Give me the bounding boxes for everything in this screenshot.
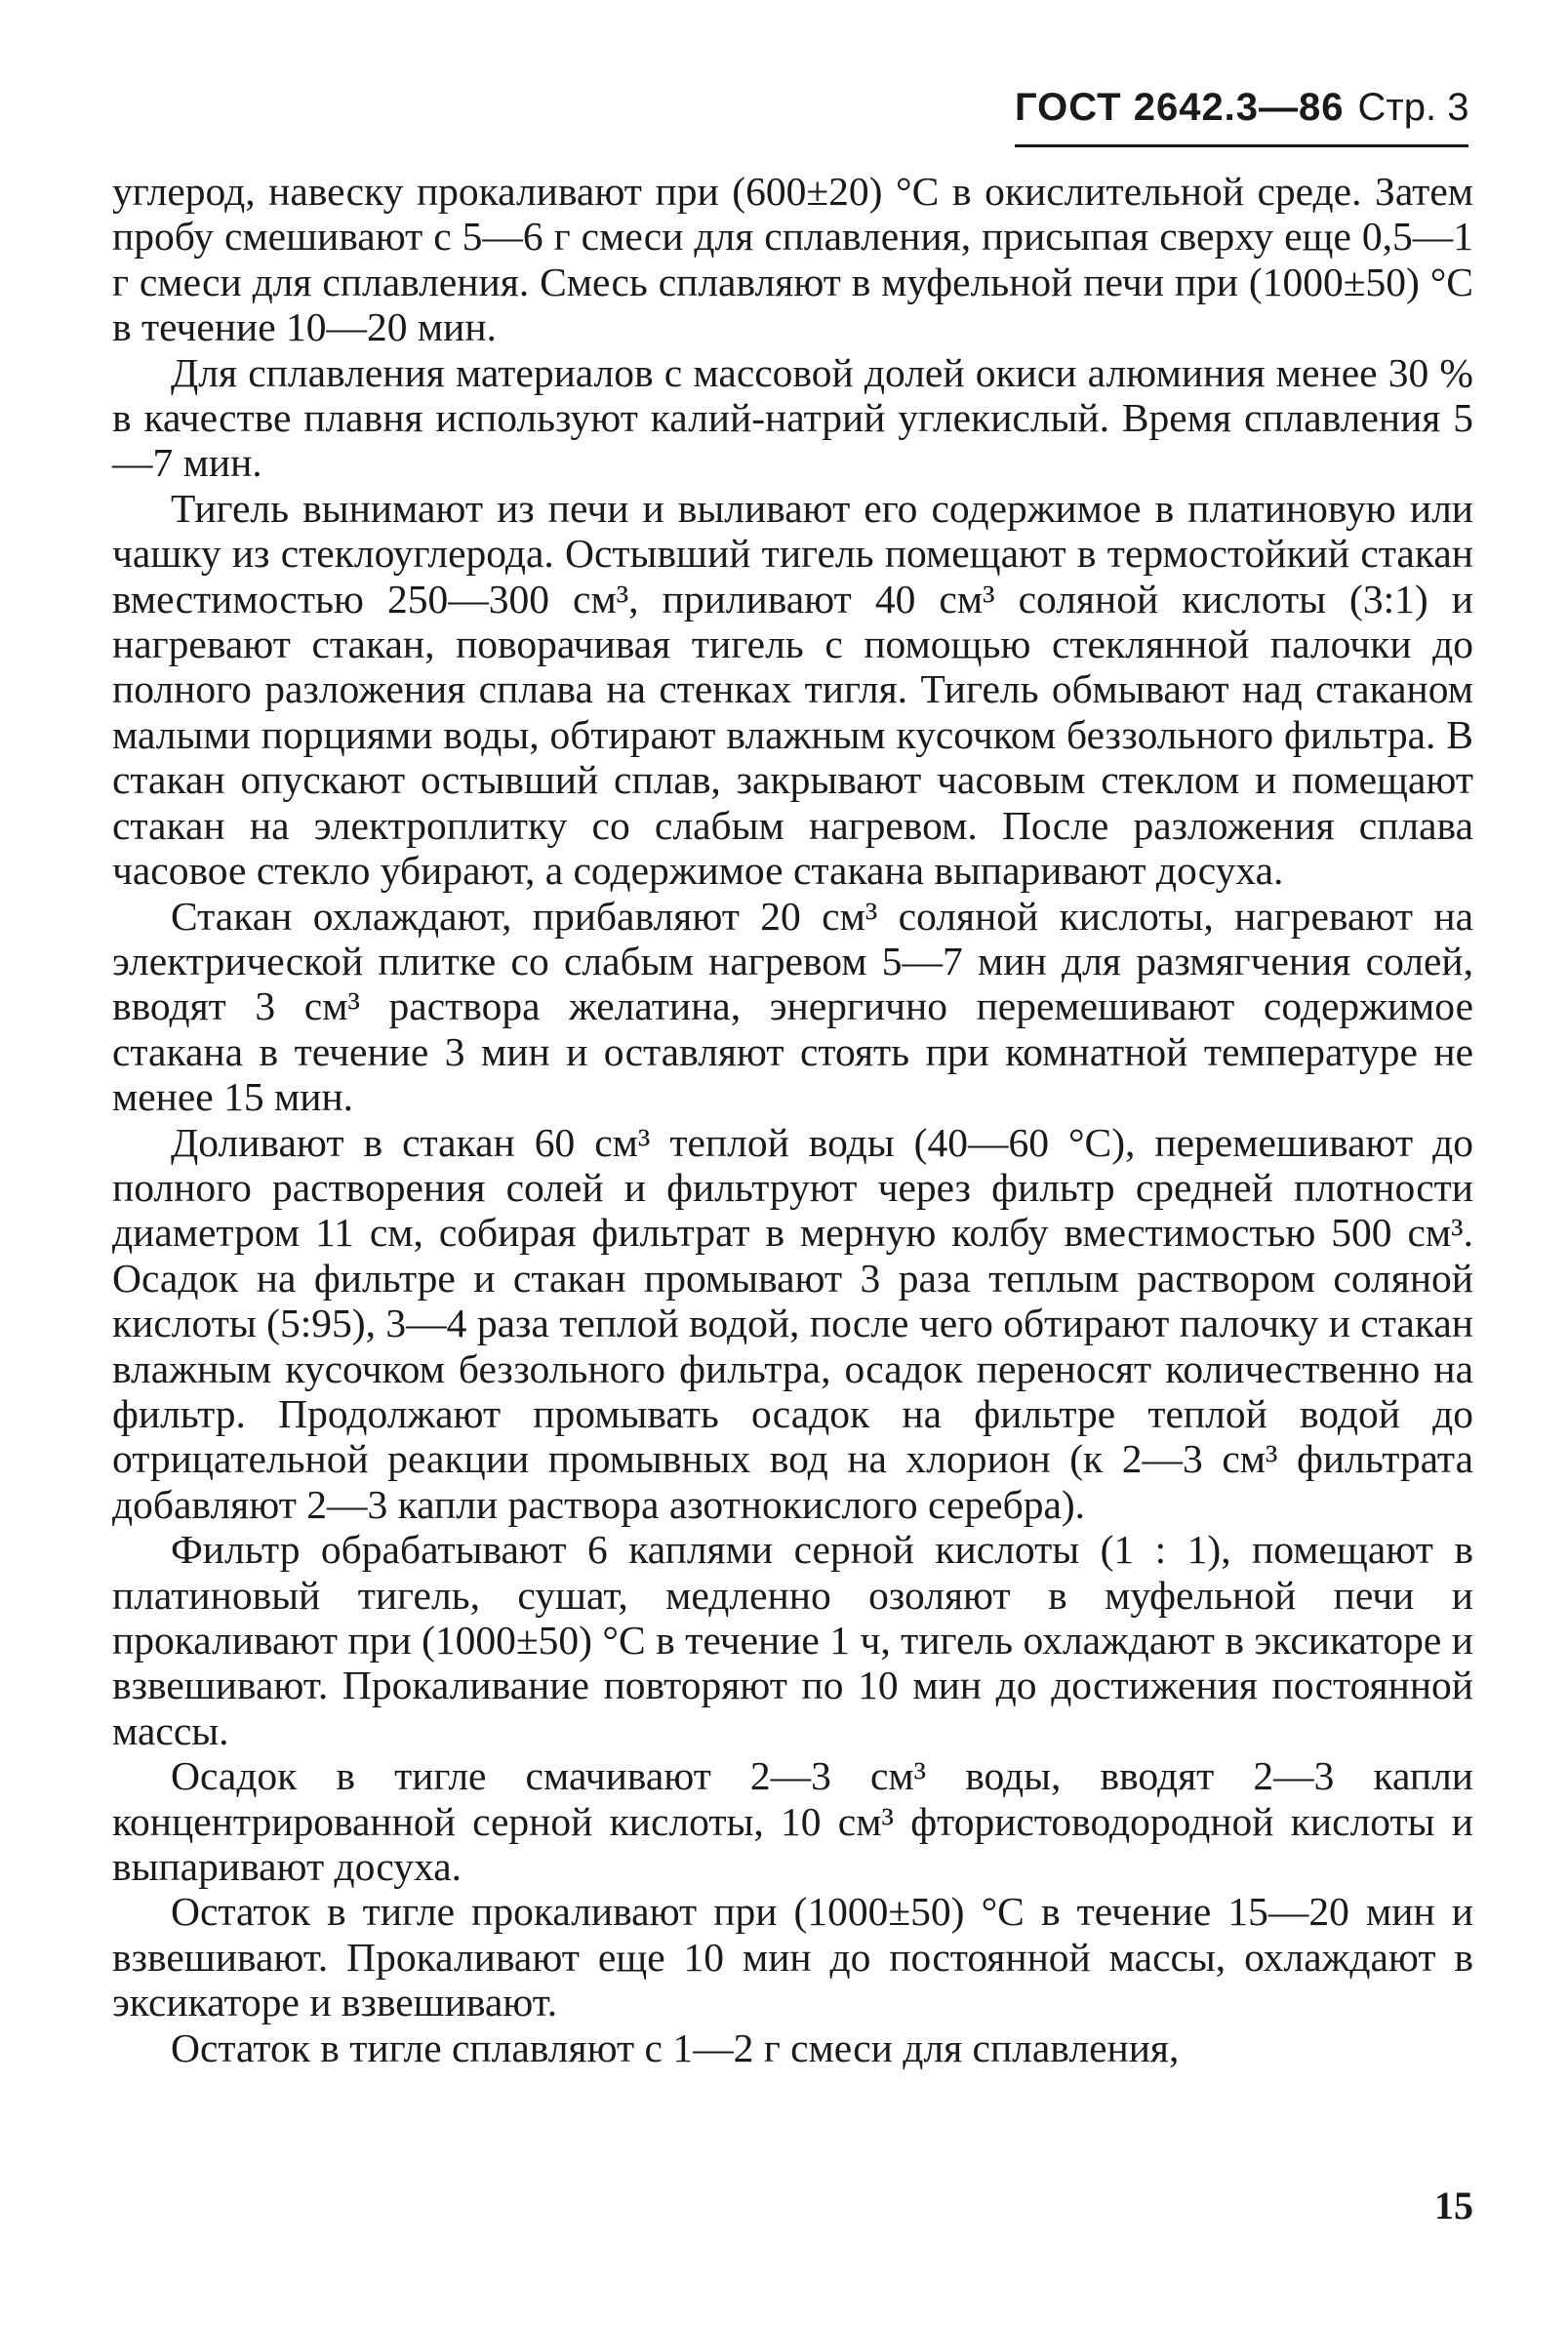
standard-number: ГОСТ 2642.3—86 [1015,86,1345,129]
paragraph-8: Остаток в тигле прокаливают при (1000±50) °С в течение 15—20 мин и взвешивают. Прокаливают еще 10 мин до постоянной массы, охлаждают в эксикаторе и взвешивают. [112,1889,1473,2025]
header-rule [1015,144,1468,147]
paragraph-4: Стакан охлаждают, прибавляют 20 см³ соляной кислоты, нагревают на электрической плитке со слабым нагревом 5—7 мин для размягчения солей, вводят 3 см³ раствора желатина, энергично перемешивают содержимое стакана в течение 3 мин и оставляют стоять при комнатной температуре не менее 15 мин. [112,893,1473,1120]
paragraph-3: Тигель вынимают из печи и выливают его содержимое в платиновую или чашку из стеклоуглерода. Остывший тигель помещают в термостойкий стакан вместимостью 250—300 см³, приливают 40 см³ соляной кислоты (3:1) и нагревают стакан, поворачивая тигель с помощью стеклянной палочки до полного разложения сплава на стенках тигля. Тигель обмывают над стаканом малыми порциями воды, обтирают влажным кусочком беззольного фильтра. В стакан опускают остывший сплав, закрывают часовым стеклом и помещают стакан на электроплитку со слабым нагревом. После разложения сплава часовое стекло убирают, а содержимое стакана выпаривают досуха. [112,485,1473,894]
paragraph-6: Фильтр обрабатывают 6 каплями серной кислоты (1 : 1), помещают в платиновый тигель, сушат, медленно озоляют в муфельной печи и прокаливают при (1000±50) °С в течение 1 ч, тигель охлаждают в эксикаторе и взвешивают. Прокаливание повторяют по 10 мин до достижения постоянной массы. [112,1527,1473,1753]
paragraph-1: углерод, навеску прокаливают при (600±20) °С в окислительной среде. Затем пробу смешивают с 5—6 г смеси для сплавления, присыпая сверху еще 0,5—1 г смеси для сплавления. Смесь сплавляют в муфельной печи при (1000±50) °С в течение 10—20 мин. [112,169,1473,350]
paragraph-7: Осадок в тигле смачивают 2—3 см³ воды, вводят 2—3 капли концентрированной серной кислоты, 10 см³ фтористоводородной кислоты и выпаривают досуха. [112,1753,1473,1890]
paragraph-2: Для сплавления материалов с массовой долей окиси алюминия менее 30 % в качестве плавня используют калий-натрий углекислый. Время сплавления 5—7 мин. [112,349,1473,486]
paragraph-5: Доливают в стакан 60 см³ теплой воды (40—60 °С), перемешивают до полного растворения солей и фильтруют через фильтр средней плотности диаметром 11 см, собирая фильтрат в мерную колбу вместимостью 500 см³. Осадок на фильтре и стакан промывают 3 раза теплым раствором соляной кислоты (5:95), 3—4 раза теплой водой, после чего обтирают палочку и стакан влажным кусочком беззольного фильтра, осадок переносят количественно на фильтр. Продолжают промывать осадок на фильтре теплой водой до отрицательной реакции промывных вод на хлорион (к 2—3 см³ фильтрата добавляют 2—3 капли раствора азотнокислого серебра). [112,1119,1473,1527]
body-text [112,169,1473,2070]
page-number: 15 [1434,2184,1473,2227]
page-header [1015,86,1468,144]
header-page-label: Стр. 3 [1357,86,1469,129]
paragraph-9: Остаток в тигле сплавляют с 1—2 г смеси для сплавления, [171,2024,1180,2070]
